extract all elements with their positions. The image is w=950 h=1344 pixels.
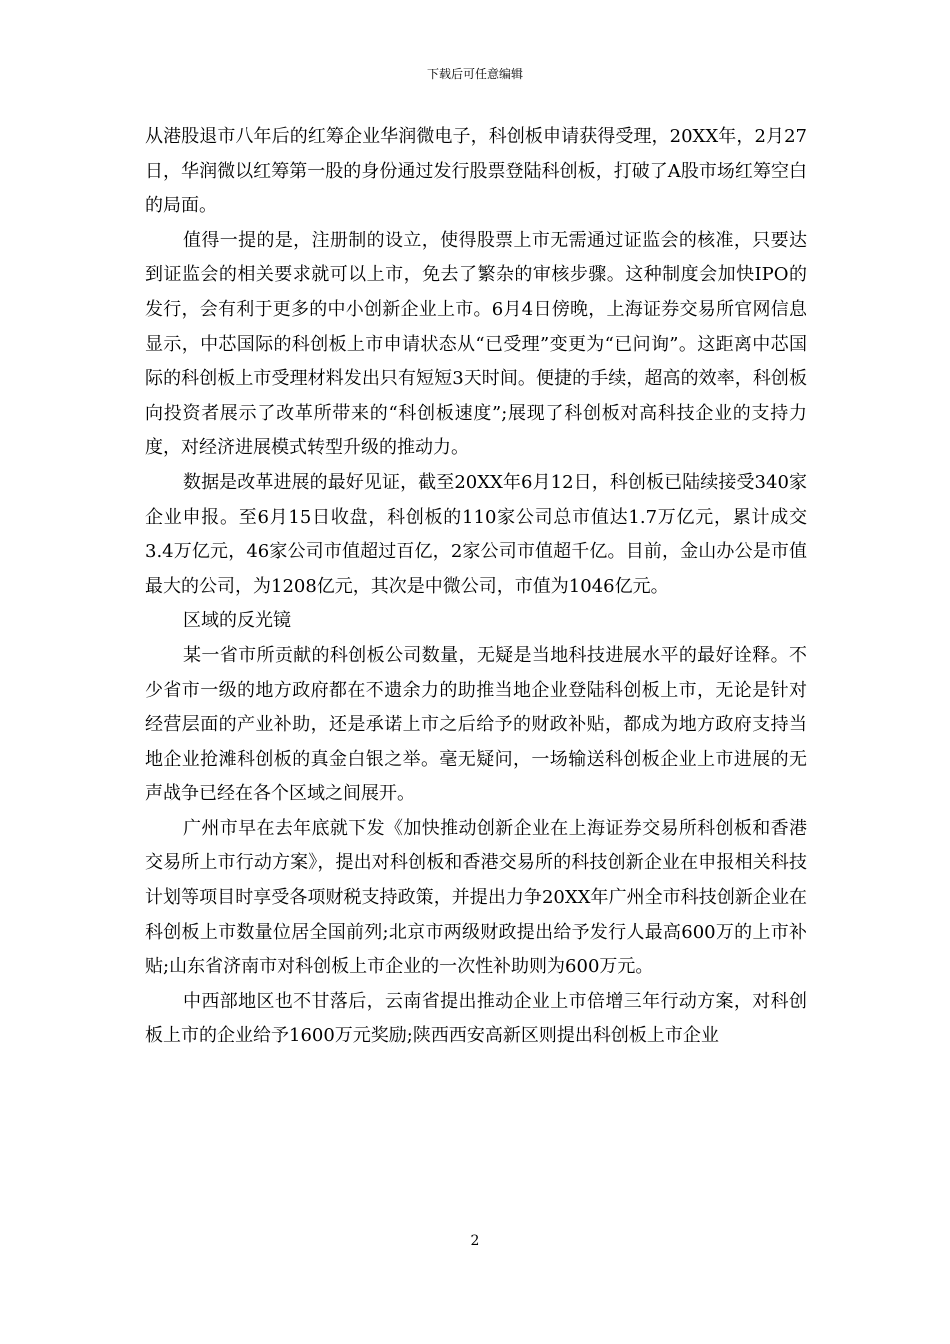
paragraph-central-western: 中西部地区也不甘落后，云南省提出推动企业上市倍增三年行动方案，对科创板上市的企业给予1600万元奖励;陕西西安高新区则提出科创板上市企业 <box>145 990 807 1047</box>
paragraph-huarun: 从港股退市八年后的红筹企业华润微电子，科创板申请获得受理，20XX年，2月27日，华润微以红筹第一股的身份通过发行股票登陆科创板，打破了A股市场红筹空白的局面。 <box>145 126 807 217</box>
section-heading: 区域的反光镜 <box>183 610 291 632</box>
page-header: 下载后可任意编辑 <box>426 67 523 81</box>
paragraph-market-data: 数据是改革进展的最好见证，截至20XX年6月12日，科创板已陆续接受340家企业申报。至6月15日收盘，科创板的110家公司总市值达1.7万亿元，累计成交3.4万亿元，46家公司市值超过百亿，2家公司市值超千亿。目前，金山办公是市值最大的公司，为1208亿元，其次是中微公司，市值为1046亿元。 <box>145 471 807 597</box>
paragraph-registration-system: 值得一提的是，注册制的设立，使得股票上市无需通过证监会的核准，只要达到证监会的相关要求就可以上市，免去了繁杂的审核步骤。这种制度会加快IPO的发行，会有利于更多的中小创新企业上市。6月4日傍晚，上海证券交易所官网信息显示，中芯国际的科创板上市申请状态从“已受理”变更为“已问询”。这距离中芯国际的科创板上市受理材料发出只有短短3天时间。便捷的手续，超高的效率，科创板向投资者展示了改革所带来的“科创板速度”;展现了科创板对高科技企业的支持力度，对经济进展模式转型升级的推动力。 <box>145 229 807 459</box>
document-body <box>145 120 807 1054</box>
paragraph-guangzhou-policy: 广州市早在去年底就下发《加快推动创新企业在上海证券交易所科创板和香港交易所上市行动方案》，提出对科创板和香港交易所的科技创新企业在申报相关科技计划等项目时享受各项财税支持政策，并提出力争20XX年广州全市科技创新企业在科创板上市数量位居全国前列;北京市两级财政提出给予发行人最高600万的上市补贴;山东省济南市对科创板上市企业的一次性补助则为600万元。 <box>145 817 807 978</box>
paragraph-regional-competition: 某一省市所贡献的科创板公司数量，无疑是当地科技进展水平的最好诠释。不少省市一级的地方政府都在不遗余力的助推当地企业登陆科创板上市，无论是针对经营层面的产业补助，还是承诺上市之后给予的财政补贴，都成为地方政府支持当地企业抢滩科创板的真金白银之举。毫无疑问，一场输送科创板企业上市进展的无声战争已经在各个区域之间展开。 <box>145 644 807 805</box>
page-number: 2 <box>470 1233 480 1249</box>
